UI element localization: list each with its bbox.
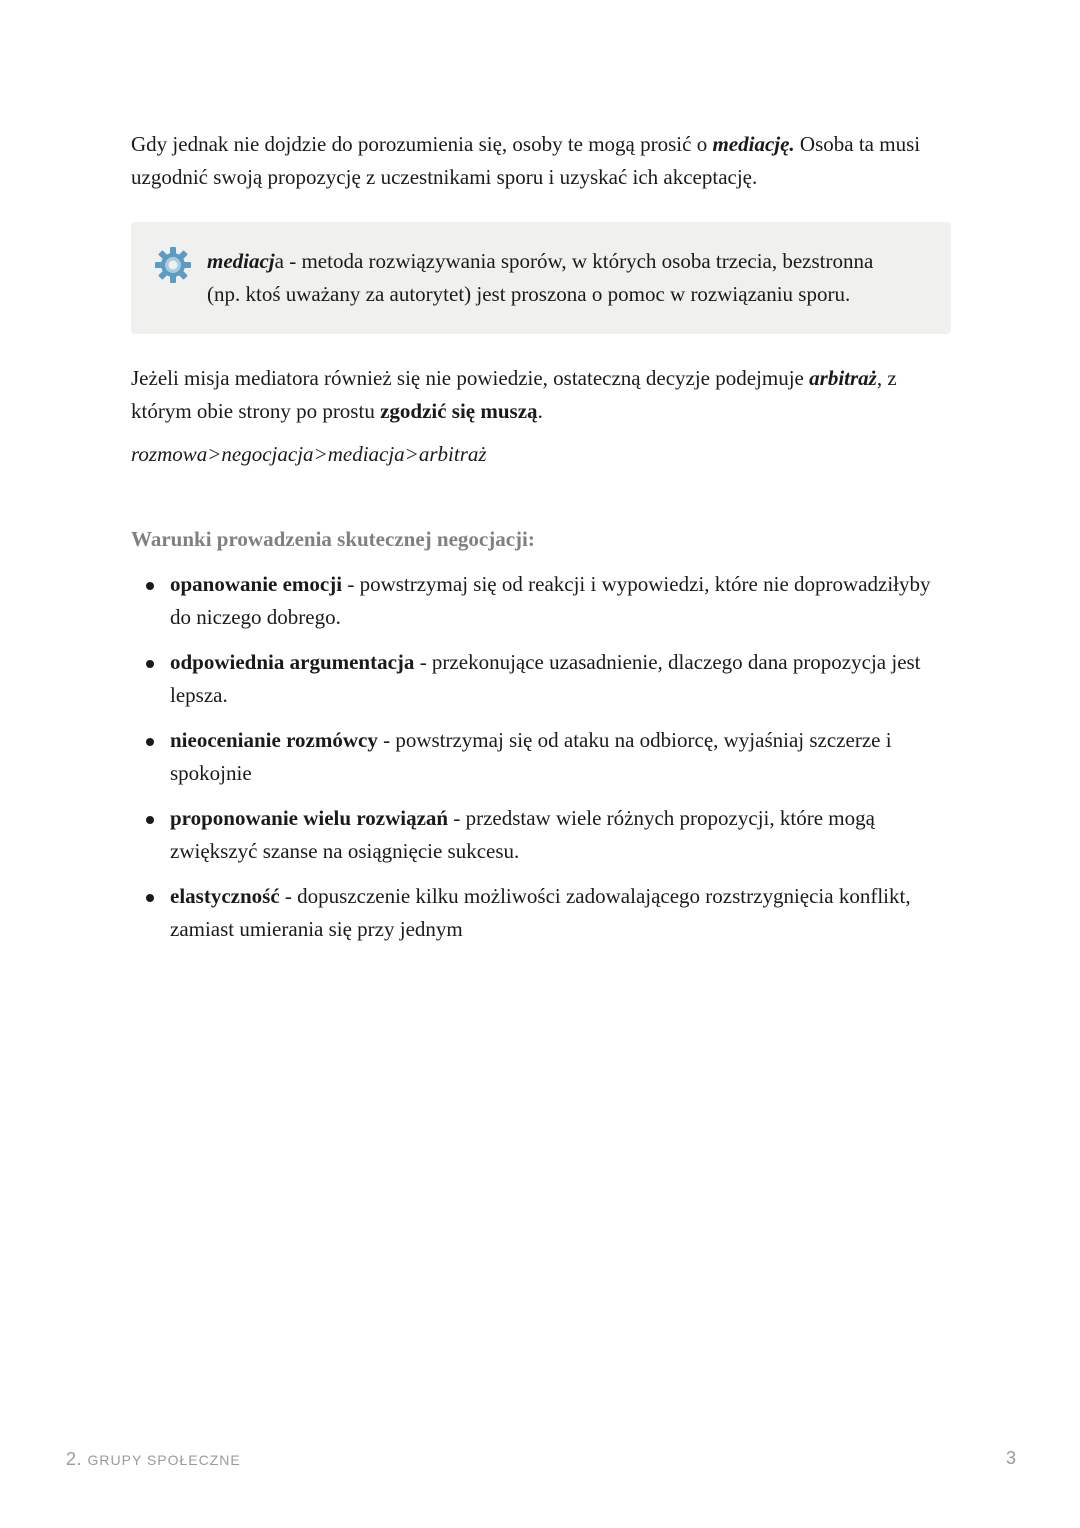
item-desc: - przedstaw wiele różnych propozycji, które mogą zwiększyć szanse na osiągnięcie sukcesu. — [170, 806, 875, 863]
emphasis-arbitraz: arbitraż — [809, 366, 877, 390]
emphasis-zgodzic: zgodzić się muszą — [380, 399, 538, 423]
conditions-heading: Warunki prowadzenia skutecznej negocjacji: — [131, 527, 535, 551]
list-item — [131, 646, 951, 712]
item-term: nieocenianie rozmówcy — [170, 728, 378, 752]
paragraph-text: Jeżeli misja mediatora również się nie powiedzie, ostateczną decyzje podejmuje — [131, 366, 810, 390]
paragraph-text: . — [537, 399, 543, 423]
item-desc: - przekonujące uzasadnienie, dlaczego dana propozycja jest lepsza. — [170, 650, 921, 707]
chapter-title: GRUPY SPOŁECZNE — [87, 1452, 241, 1468]
paragraph-text: Gdy jednak nie dojdzie do porozumienia się, osoby te mogą prosić o — [131, 132, 713, 156]
definition-term: mediacj — [207, 249, 275, 273]
gear-icon — [153, 245, 193, 285]
list-item — [131, 568, 951, 634]
definition-text — [207, 245, 911, 311]
item-desc: - dopuszczenie kilku możliwości zadowalającego rozstrzygnięcia konflikt, zamiast umierania się przy jednym — [170, 884, 911, 941]
conditions-list — [131, 568, 951, 946]
item-term: proponowanie wielu rozwiązań — [170, 806, 449, 830]
emphasis-mediacje: mediację. — [712, 132, 795, 156]
page-number: 3 — [1005, 1448, 1016, 1468]
definition-term-rest: a — [274, 249, 284, 273]
list-item — [131, 880, 951, 946]
item-term: odpowiednia argumentacja — [170, 650, 415, 674]
paragraph-text: Osoba ta musi uzgodnić swoją propozycję z uczestnikami sporu i uzyskać ich akceptację. — [131, 132, 921, 189]
definition-callout — [131, 222, 951, 334]
item-term: elastyczność — [170, 884, 280, 908]
chapter-number: 2. — [66, 1449, 83, 1469]
sequence-line: rozmowa>negocjacja>mediacja>arbitraż — [131, 442, 487, 466]
paragraph-arbitration — [131, 362, 951, 428]
item-desc: - powstrzymaj się od reakcji i wypowiedzi, które nie doprowadziłyby do niczego dobrego. — [170, 572, 931, 629]
list-item — [131, 724, 951, 790]
definition-body: - metoda rozwiązywania sporów, w których osoba trzecia, bezstronna (np. ktoś uważany za autorytet) jest proszona o pomoc w rozwiązaniu sporu. — [207, 249, 874, 306]
page-content — [131, 128, 951, 958]
paragraph-text: , z którym obie strony po prostu — [131, 366, 897, 423]
item-term: opanowanie emocji — [170, 572, 343, 596]
paragraph-mediation-intro — [131, 128, 951, 194]
list-item — [131, 802, 951, 868]
item-desc: - powstrzymaj się od ataku na odbiorcę, wyjaśniaj szczerze i spokojnie — [170, 728, 892, 785]
footer-chapter — [66, 1449, 241, 1470]
